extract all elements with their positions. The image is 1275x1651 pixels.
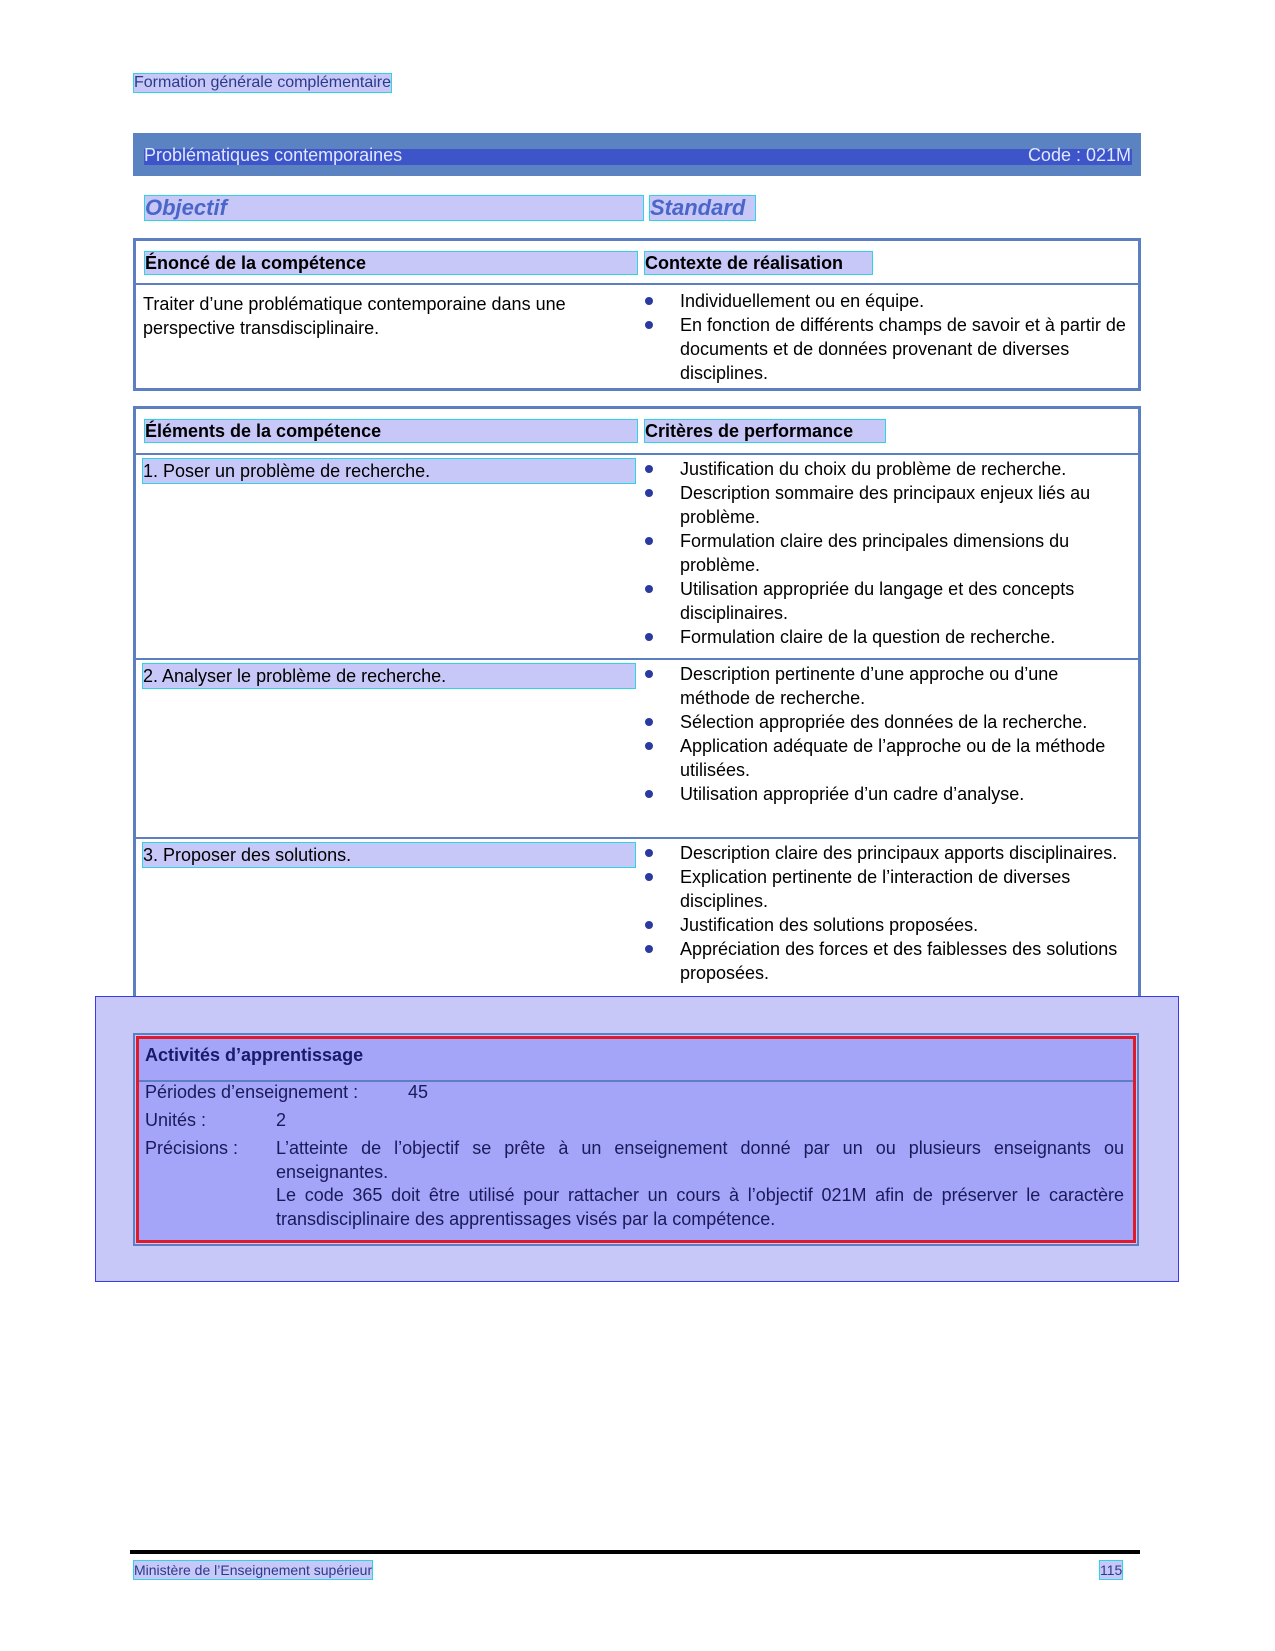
bullet-icon xyxy=(645,633,653,641)
bullet-icon xyxy=(645,537,653,545)
contexte-label: Contexte de réalisation xyxy=(645,252,872,274)
element-2: 2. Analyser le problème de recherche. xyxy=(143,664,635,688)
list-item: En fonction de différents champs de savoir et à partir de documents et de données provenant de diverses disciplines. xyxy=(680,313,1128,385)
enonce-label: Énoncé de la compétence xyxy=(145,252,637,274)
page-number: 115 xyxy=(1100,1562,1123,1578)
bullet-icon xyxy=(645,873,653,881)
list-item: Formulation claire de la question de recherche. xyxy=(680,625,1128,649)
elements-label: Éléments de la compétence xyxy=(145,420,637,442)
course-title: Problématiques contemporaines xyxy=(144,145,403,165)
unites-label: Unités : xyxy=(145,1110,207,1130)
precisions-label: Précisions : xyxy=(145,1138,239,1158)
bullet-icon xyxy=(645,465,653,473)
list-item: Formulation claire des principales dimensions du problème. xyxy=(680,529,1128,577)
list-item: Utilisation appropriée du langage et des concepts disciplinaires. xyxy=(680,577,1128,625)
contexte-list xyxy=(680,289,1128,385)
bullet-icon xyxy=(645,585,653,593)
criteria-list-2 xyxy=(680,662,1128,806)
footer-ministry: Ministère de l’Enseignement supérieur xyxy=(134,1562,373,1578)
list-item: Appréciation des forces et des faiblesses des solutions proposées. xyxy=(680,937,1128,985)
precisions-paragraph-2: Le code 365 doit être utilisé pour rattacher un cours à l’objectif 021M afin de préserver le caractère transdisciplinaire des apprentissages visés par la compétence. xyxy=(276,1185,1124,1229)
bullet-icon xyxy=(645,790,653,798)
periodes-label: Périodes d’enseignement : xyxy=(145,1082,359,1102)
list-item: Application adéquate de l’approche ou de la méthode utilisées. xyxy=(680,734,1128,782)
element-3: 3. Proposer des solutions. xyxy=(143,843,635,867)
criteria-list-3 xyxy=(680,841,1128,985)
course-code: Code : 021M xyxy=(1027,145,1131,165)
bullet-icon xyxy=(645,742,653,750)
bullet-icon xyxy=(645,945,653,953)
bullet-icon xyxy=(645,670,653,678)
activites-title: Activités d’apprentissage xyxy=(145,1045,364,1065)
precisions-paragraph-1: L’atteinte de l’objectif se prête à un enseignement donné par un ou plusieurs enseignants ou enseignantes. xyxy=(276,1138,1124,1182)
bullet-icon xyxy=(645,489,653,497)
list-item: Justification des solutions proposées. xyxy=(680,913,1128,937)
running-header: Formation générale complémentaire xyxy=(134,74,392,91)
list-item: Sélection appropriée des données de la recherche. xyxy=(680,710,1128,734)
bullet-icon xyxy=(645,849,653,857)
standard-heading: Standard xyxy=(650,196,755,220)
criteria-list-1 xyxy=(680,457,1128,649)
criteres-label: Critères de performance xyxy=(645,420,885,442)
list-item: Description claire des principaux apports disciplinaires. xyxy=(680,841,1128,865)
list-item: Description sommaire des principaux enjeux liés au problème. xyxy=(680,481,1128,529)
bullet-icon xyxy=(645,921,653,929)
list-item: Individuellement ou en équipe. xyxy=(680,289,1128,313)
bullet-icon xyxy=(645,297,653,305)
enonce-text: Traiter d’une problématique contemporaine dans une perspective transdisciplinaire. xyxy=(143,294,566,338)
list-item: Description pertinente d’une approche ou d’une méthode de recherche. xyxy=(680,662,1128,710)
objectif-heading: Objectif xyxy=(145,196,643,220)
list-item: Explication pertinente de l’interaction de diverses disciplines. xyxy=(680,865,1128,913)
list-item: Justification du choix du problème de recherche. xyxy=(680,457,1128,481)
bullet-icon xyxy=(645,321,653,329)
bullet-icon xyxy=(645,718,653,726)
unites-value: 2 xyxy=(276,1110,287,1130)
list-item: Utilisation appropriée d’un cadre d’analyse. xyxy=(680,782,1128,806)
footer-rule xyxy=(130,1550,1140,1554)
periodes-value: 45 xyxy=(408,1082,429,1102)
element-1: 1. Poser un problème de recherche. xyxy=(143,459,635,483)
